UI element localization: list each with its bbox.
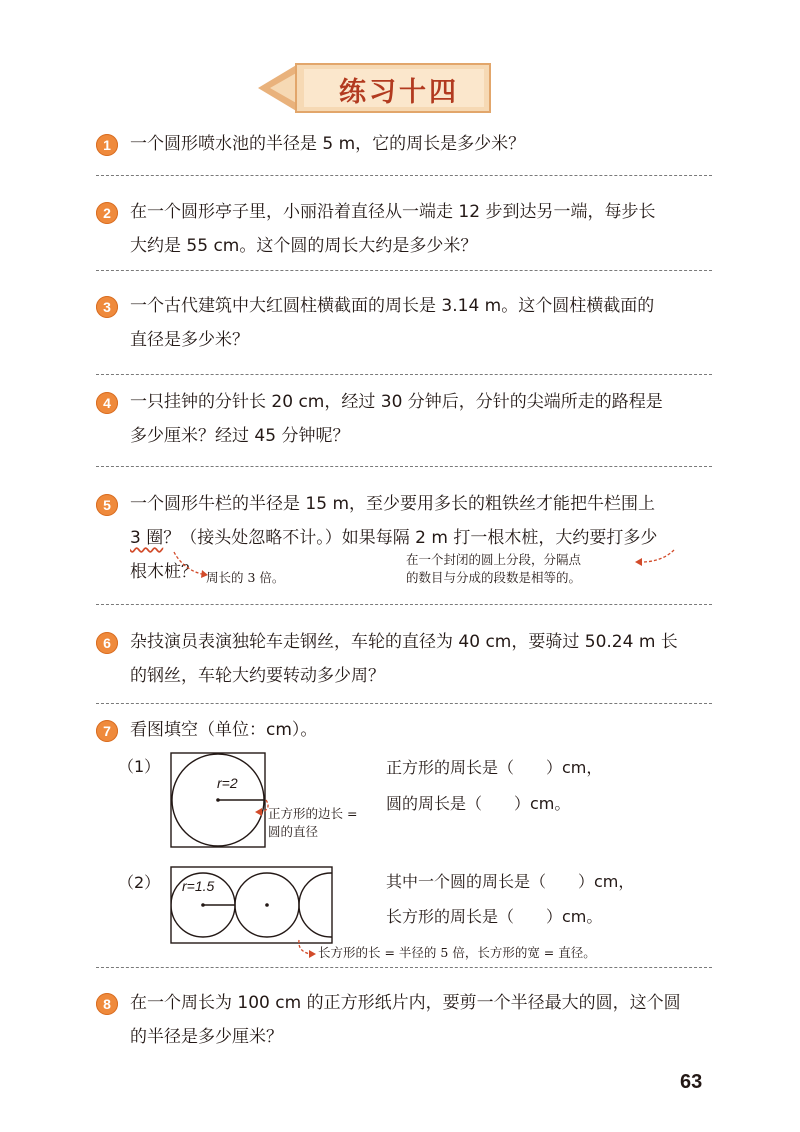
question-6-line-1: 杂技演员表演独轮车走钢丝，车轮的直径为 40 cm，要骑过 50.24 m 长 xyxy=(130,632,678,652)
question-7-text: 看图填空（单位：cm）。 xyxy=(130,720,318,740)
page-number: 63 xyxy=(680,1071,703,1093)
question-2-line-1: 在一个圆形亭子里，小丽沿着直径从一端走 12 步到达另一端，每步长 xyxy=(130,202,656,222)
question-8-line-1: 在一个周长为 100 cm 的正方形纸片内，要剪一个半径最大的圆，这个圆 xyxy=(130,993,681,1013)
title-banner xyxy=(258,62,492,114)
question-2-line-2: 大约是 55 cm。这个圆的周长大约是多少米？ xyxy=(130,236,478,256)
question-3-line-1: 一个古代建筑中大红圆柱横截面的周长是 3.14 m。这个圆柱横截面的 xyxy=(130,296,655,316)
question-2-badge: 2 xyxy=(96,202,118,224)
question-4-line-1: 一只挂钟的分针长 20 cm，经过 30 分钟后，分针的尖端所走的路程是 xyxy=(130,392,663,412)
note-rectangle-dimensions: 长方形的长 = 半径的 5 倍，长方形的宽 = 直径。 xyxy=(318,945,596,960)
emphasis-three-laps: 3 圈 xyxy=(130,528,164,548)
divider xyxy=(96,466,712,467)
question-5-line-3: 根木桩？ xyxy=(130,562,198,582)
question-6-line-2: 的钢丝，车轮大约要转动多少周？ xyxy=(130,666,385,686)
fill-one-circle-perimeter: 其中一个圆的周长是（ ）cm， xyxy=(386,872,635,891)
question-8-badge: 8 xyxy=(96,993,118,1015)
question-3-badge: 3 xyxy=(96,296,118,318)
note-perimeter-three-times: 周长的 3 倍。 xyxy=(206,570,285,585)
divider xyxy=(96,604,712,605)
page-title: 练习十四 xyxy=(339,77,459,108)
question-1-text: 一个圆形喷水池的半径是 5 m，它的周长是多少米？ xyxy=(130,134,526,154)
question-4-line-2: 多少厘米？经过 45 分钟呢？ xyxy=(130,426,350,446)
divider xyxy=(96,175,712,176)
note-segments-line-2: 的数目与分成的段数是相等的。 xyxy=(406,570,582,585)
question-1-badge: 1 xyxy=(96,134,118,156)
note-arrow-2 xyxy=(630,548,680,568)
part-2-label: （2） xyxy=(118,873,161,892)
question-3-line-2: 直径是多少米？ xyxy=(130,330,249,350)
question-5-line-1: 一个圆形牛栏的半径是 15 m，至少要用多长的粗铁丝才能把牛栏围上 xyxy=(130,494,655,514)
note-arrow-4 xyxy=(296,940,320,964)
note-segments-line-1: 在一个封闭的圆上分段，分隔点 xyxy=(406,552,582,567)
question-6-badge: 6 xyxy=(96,632,118,654)
part-1-label: （1） xyxy=(118,757,161,776)
question-8-line-2: 的半径是多少厘米？ xyxy=(130,1027,283,1047)
divider xyxy=(96,703,712,704)
divider xyxy=(96,270,712,271)
radius-label-part-2: r=1.5 xyxy=(182,878,215,894)
fill-circle-perimeter: 圆的周长是（ ）cm。 xyxy=(386,794,571,813)
note-side-equals-diameter-line-1: 正方形的边长 = xyxy=(268,806,358,821)
radius-label-part-1: r=2 xyxy=(217,775,238,791)
note-side-equals-diameter-line-2: 圆的直径 xyxy=(268,824,319,839)
note-arrow-1 xyxy=(170,550,210,580)
question-5-line-2-rest: ？（接头处忽略不计。）如果每隔 2 m 打一根木桩，大约要打多少 xyxy=(163,528,658,548)
divider xyxy=(96,967,712,968)
question-4-badge: 4 xyxy=(96,392,118,414)
fill-rectangle-perimeter: 长方形的周长是（ ）cm。 xyxy=(386,907,603,926)
question-5-badge: 5 xyxy=(96,494,118,516)
question-7-badge: 7 xyxy=(96,720,118,742)
fill-square-perimeter: 正方形的周长是（ ）cm， xyxy=(386,758,603,777)
divider xyxy=(96,374,712,375)
